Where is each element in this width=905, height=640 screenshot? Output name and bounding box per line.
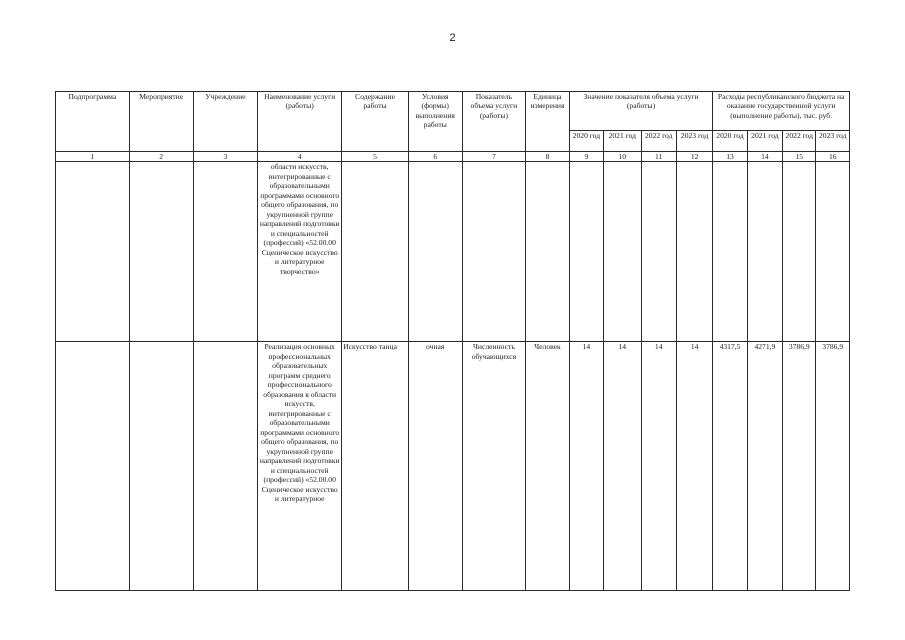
volume-year: 2022 год: [641, 131, 676, 152]
cell-expense: 3786,9: [816, 342, 850, 591]
header-subprogram: Подпрограмма: [56, 92, 130, 152]
cell-expense: 4317,5: [713, 342, 747, 591]
column-number: 14: [747, 152, 782, 162]
header-institution: Учреждение: [193, 92, 258, 152]
table-row: [56, 342, 850, 591]
cell-expense: 4271,9: [747, 342, 782, 591]
cell-conditions: [408, 162, 462, 342]
column-number-row: [56, 152, 850, 162]
column-number: 15: [783, 152, 816, 162]
cell-expense: [747, 162, 782, 342]
cell-institution: [193, 162, 258, 342]
column-number: 7: [462, 152, 526, 162]
header-indicator: Показатель объема услуги (работы): [462, 92, 526, 152]
column-number: 8: [526, 152, 569, 162]
column-number: 16: [816, 152, 850, 162]
cell-unit: Человек: [526, 342, 569, 591]
column-number: 11: [641, 152, 676, 162]
volume-year: 2023 год: [676, 131, 712, 152]
cell-volume: 14: [604, 342, 641, 591]
header-service-name: Наименование услуги (работы): [258, 92, 342, 152]
column-number: 5: [342, 152, 409, 162]
column-number: 1: [56, 152, 130, 162]
volume-year: 2021 год: [604, 131, 641, 152]
column-number: 10: [604, 152, 641, 162]
cell-activity: [129, 342, 193, 591]
cell-indicator: Численность обучающихся: [462, 342, 526, 591]
column-number: 9: [569, 152, 603, 162]
cell-volume: [676, 162, 712, 342]
cell-expense: [783, 162, 816, 342]
expense-year: 2020 год: [713, 131, 747, 152]
cell-expense: 3786,9: [783, 342, 816, 591]
table-row: [56, 162, 850, 342]
header-unit: Единица измерения: [526, 92, 569, 152]
page-number: 2: [449, 32, 456, 44]
cell-content: Искусство танца: [342, 342, 409, 591]
cell-subprogram: [56, 162, 130, 342]
cell-unit: [526, 162, 569, 342]
cell-subprogram: [56, 342, 130, 591]
cell-volume: [641, 162, 676, 342]
volume-year: 2020 год: [569, 131, 603, 152]
cell-volume: [604, 162, 641, 342]
expense-year: 2022 год: [783, 131, 816, 152]
cell-service-name: Реализация основных профессиональных образовательных программ среднего профессионального образования в области искусств, интегрированные с образовательными программами основного общего образования, по укрупненной группе направлений подготовки и специальностей (профессий) «52.00.00 Сценическое искусство и литературное: [258, 342, 342, 591]
header-row: [56, 92, 850, 131]
header-volume-group: Значение показателя объема услуги (работы): [569, 92, 713, 131]
cell-content: [342, 162, 409, 342]
column-number: 12: [676, 152, 712, 162]
column-number: 6: [408, 152, 462, 162]
header-content: Содержание работы: [342, 92, 409, 152]
header-activity: Мероприятие: [129, 92, 193, 152]
cell-activity: [129, 162, 193, 342]
expense-year: 2021 год: [747, 131, 782, 152]
cell-institution: [193, 342, 258, 591]
cell-conditions: очная: [408, 342, 462, 591]
column-number: 13: [713, 152, 747, 162]
cell-expense: [816, 162, 850, 342]
header-conditions: Условия (формы) выполнения работы: [408, 92, 462, 152]
cell-volume: [569, 162, 603, 342]
cell-service-name: области искусств, интегрированные с образовательными программами основного общего образования, по укрупненной группе направлений подготовки и специальностей (профессий) «52.00.00 Сценическое искусство и литературное творчество»: [258, 162, 342, 342]
cell-volume: 14: [641, 342, 676, 591]
cell-volume: 14: [676, 342, 712, 591]
header-expense-group: Расходы республиканского бюджета на оказание государственной услуги (выполнение работы), тыс. руб.: [713, 92, 850, 131]
column-number: 3: [193, 152, 258, 162]
cell-expense: [713, 162, 747, 342]
cell-indicator: [462, 162, 526, 342]
column-number: 4: [258, 152, 342, 162]
program-table: [55, 91, 850, 591]
cell-volume: 14: [569, 342, 603, 591]
column-number: 2: [129, 152, 193, 162]
expense-year: 2023 год: [816, 131, 850, 152]
